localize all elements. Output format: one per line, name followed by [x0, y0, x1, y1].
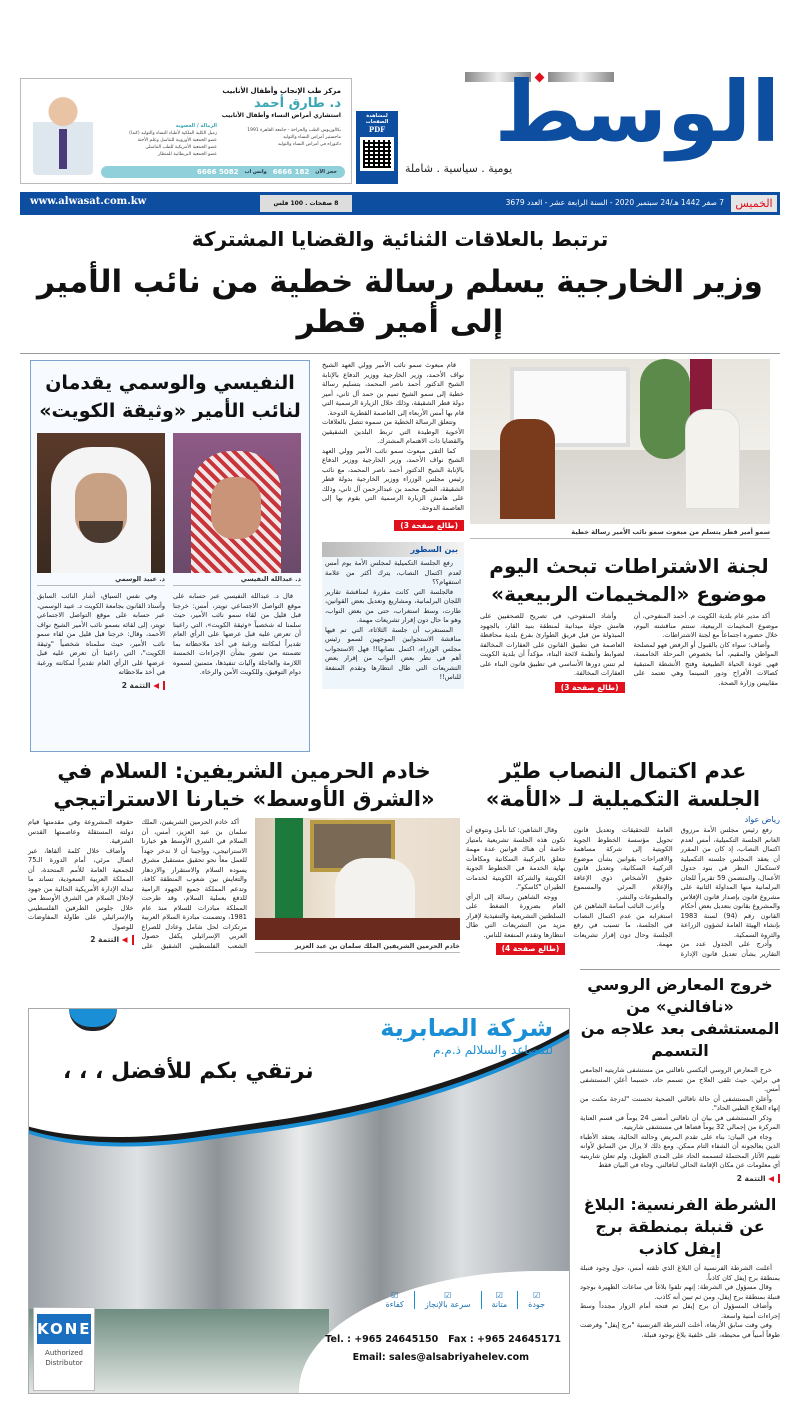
tagline: يومية . سياسية . شاملة	[405, 162, 513, 175]
website-link[interactable]: www.alwasat.com.kw	[30, 196, 147, 207]
camps-text: أكد مدير عام بلدية الكويت م. أحمد المنفوحي، أن موضوع المخيمات الربيعية، ستتم مناقشته اليوم، خلال حضوره اجتماعاً مع لجنة الاشتراطات. وأضاف: سواء كان بالقبول أو الرفض فهو لمصلحة المواطن والمقيم، أما بخصوص المرحلة الخامسة، فهي عودة الحياة الطبيعية وفتح الأنشطة المتبقية كصالات الأفراح ودور السينما وهي تعتمد على مقاييس وزارة الصحة. وأشاد المنفوحي، في تصريح للصحفيين على هامش جولة ميدانية لمنطقة بنيد القار، بالجهود المبذولة من قبل فريق الطوارئ بفرع بلدية محافظة العاصمة في تطبيق القانون على العقارات المخالفة لضوابط وأنظمة لائحة البناء، مؤكداً أن بلدية الكويت لم تنس دورها الأساسي في تطبيق قانون البناء على العقارات المخالفة. (طالع صفحة 3)	[480, 612, 778, 692]
main-headline: وزير الخارجية يسلم رسالة خطية من نائب الأمير إلى أمير قطر	[37, 264, 763, 340]
saudi-text: أكد خادم الحرمين الشريفين، الملك سلمان بن عبد العزيز، أمس، أن السلام في الشرق الأوسط هو خيارنا الاستراتيجي، وواجبنا أن لا ندخر جهداً للعمل معاً نحو تحقيق مستقبل مشرق يسوده السلام والاستقرار والازدهار والتعايش بين شعوب المنطقة كافة، وتدعم المملكة جميع الجهود الرامية للدفع بعملية السلام، وقد طرحت المملكة مبادرات للسلام منذ عام 1981، وتضمنت مبادرة السلام العربية مرتكزات لحل شامل وعادل للصراع العربي الإسرائيلي يكفل حصول الشعب الفلسطيني الشقيق على حقوقه المشروعة وفي مقدمتها قيام دولته المستقلة وعاصمتها القدس الشرقية. وأضاف خلال كلمة ألقاها، عبر اتصال مرئي، أمام الدورة الـ75 للجمعية العامة للأمم المتحدة، أن المملكة العربية السعودية، تساند ما تبذله الإدارة الأمريكية الحالية من جهود لإحلال السلام في الشرق الأوسط من خلال جلوس الطرفين الفلسطيني والإسرائيلي على طاولة المفاوضات للوصول ◀ التتمة 2	[28, 818, 247, 953]
quorum-text: رفع رئيس مجلس الأمة مرزوق الغانم الجلسة التكميلية، أمس لعدم اكتمال النصاب، إذ كان من المقرر أن يعقد المجلس جلسته التكميلية لاستكمال النظر في بنود جدول الأعمال، والمتضمن 59 تقريراً للجان البرلمانية منها المداولة الثانية على مشروع قانون بإصدار قانون الإفلاس والمشروع بقانون بتعديل بعض أحكام القانون رقم (94) لسنة 1983 بإنشاء الهيئة العامة لشؤون الزراعة والثروة السمكية. وأدرج على الجدول عدد من التقارير بشأن تعديل قانون الإدارة العامة للتحقيقات وتعديل قانون تحويل مؤسسة الخطوط الجوية الكويتية إلى شركة مساهمة والاقتراحات بقوانين بشأن موضوع التركيبة السكانية، وتعديل قانون حقوق الأشخاص ذوي الإعاقة والإعلام المرئي والمسموع والمطبوعات والنشر. وأعرب النائب أسامة الشاهين عن استغرابه من عدم اكتمال النصاب في الجلسة، ما تسبب في رفع الجلسة وحال دون إقرار تشريعات مهمة. وقال الشاهين: كنا نأمل ونتوقع أن تكون هذه الجلسة تشريعية بامتياز خاصة أن هناك قوانين عدة مهمة تتعلق بالتركيبة السكانية ومكافآت نهاية الخدمة في الخطوط الجوية الكويتية والشركة الكويتية لخدمات الطيران "كاسكو". ووجه الشاهين رسالة إلى الرأي العام بضرورة الضغط على السلطتين التشريعية والتنفيذية لإقرار مزيد من التشريعات التي طال انتظارها وتقدم المنفعة للناس. (طالع صفحة 4)	[466, 826, 781, 958]
quorum-headline: عدم اكتمال النصاب طيّر الجلسة التكميلية لـ «الأمة»	[485, 759, 761, 811]
between-lines-title: بين السطور	[322, 542, 464, 557]
read-more-link[interactable]: (طالع صفحة 3)	[394, 520, 464, 531]
divider	[20, 353, 780, 354]
kone-note: Authorized Distributor	[45, 1349, 83, 1367]
quorum-story	[466, 757, 780, 959]
ad-company: شركة الصابرية	[380, 1014, 553, 1042]
saudi-continued[interactable]: ◀ التتمة 2	[90, 935, 133, 945]
ad-slogan: نرتقي بكم للأفضل ، ، ،	[63, 1059, 314, 1084]
author: رياض عواد	[744, 815, 780, 824]
lead-story-text: قام مبعوث سمو نائب الأمير وولي العهد الشيخ نواف الأحمد، وزير الخارجية ووزير الدفاع بالإنابة الشيخ الدكتور أحمد ناصر المحمد، بتسليم رسالة خطية إلى سمو الشيخ تميم بن حمد آل ثاني، أمير دولة قطر الشقيقة، وذلك خلال الزيارة الرسمية التي قام بها أمس الأربعاء إلى العاصمة القطرية الدوحة. وتتعلق الرسالة الخطية من سموه تتصل بالعلاقات الأخوية الوطيدة التي تربط البلدين الشقيقين والقضايا ذات الاهتمام المشترك. كما التقى مبعوث سمو نائب الأمير وولي العهد الشيخ نواف الأحمد، وزير الخارجية ووزير الدفاع بالإنابة الشيخ الدكتور أحمد ناصر المحمد، مع نائب رئيس مجلس الوزراء ووزير الخارجية بدولة قطر الشقيقة، الشيخ محمد بن عبدالرحمن آل ثاني، وذلك على هامش الزيارة الرسمية التي يقوم بها إلى العاصمة الدوحة.	[322, 361, 464, 512]
ad-contact: Tel. : +965 24645150 Fax : +965 24645171	[325, 1334, 561, 1345]
king-photo-caption: خادم الحرمين الشريفين الملك سلمان بن عبد العزيز	[255, 940, 460, 953]
nafisi-text: قال د. عبدالله النفيسي عبر حسابه على موقع التواصل الاجتماعي تويتر، أمس: خرجنا قبل قليل من لقاء سمو نائب الأمير، حيث سلمنا له شخصياً «وثيقة الكويت»، التي راعينا أن تعرض عليه قبل عرضها على الرأي العام تقديراً لمكانته ورغبة في أخذ ملاحظاته بما تضمنته من تصور بشأن الإجراءات الخمسة اللازمة والعاجلة وآليات تنفيذها، متمنين لسموه دوام التوفيق، وللكويت الأمن والرخاء.	[173, 592, 301, 676]
date-bar	[20, 192, 780, 215]
qr-code-icon[interactable]	[360, 137, 394, 171]
pages-price: 8 صفحات . 100 فلس	[260, 195, 352, 212]
camps-read-more[interactable]: (طالع صفحة 3)	[555, 682, 625, 694]
ad-specialty: استشاري أمراض النساء وأطفال الأنابيب	[221, 112, 341, 119]
ad-credentials: الزمالة / العضوية زميل الكلية الملكية لأطباء النساء والتوليد (كندا) عضو الجمعية الأوروبية للتناسل وعلم الأجنة عضو الجمعية الأمريكية للطب التناسلي عضو الجمعية البريطانية للمنظار	[129, 123, 217, 157]
logo-text: الوسط	[494, 63, 780, 161]
saudi-story	[28, 757, 460, 953]
saudi-headline: خادم الحرمين الشريفين: السلام في «الشرق الأوسط» خيارنا الاستراتيجي	[53, 759, 435, 811]
pdf-label: لمشاهدة الصفحات	[365, 113, 389, 125]
date-issue: 7 صفر 1442 هـ/24 سبتمبر 2020 - السنة الرابعة عشر - العدد 3679	[505, 198, 724, 207]
camps-story	[480, 552, 778, 693]
between-lines-box: بين السطور رفع الجلسة التكميلية لمجلس الأمة يوم أمس لعدم اكتمال النصاب، يترك أكثر من علامة استفهام؟؟ فالجلسة التي كانت مقررة لمناقشة تقارير اللجان البرلمانية، ومشاريع وتعديل بعض القوانين، طارت، وسط استغراب، حتى من بعض النواب، وهو ما حال دون إقرار تشريعات مهمة. المستغرب أن جلسة الثلاثاء، التي تم فيها مناقشة الاستجوابين الموجهين لسمو رئيس مجلس الوزراء، اكتمل نصابها!! فهل الاستجواب أهم في نظر بعض النواب من إقرار بعض التشريعات التي طال انتظارها وتقدم المنفعة للناس!!	[322, 542, 464, 689]
ad-center-name: مركز طب الإنجاب وأطفال الأنابيب	[222, 87, 341, 95]
kone-badge	[33, 1307, 95, 1391]
ad-phone-bar[interactable]: حجز الآن 182 6666 واتس اب 5082 6666	[101, 166, 345, 178]
kicker-headline: ترتبط بالعلاقات الثنائية والقضايا المشتركة	[191, 227, 609, 251]
nafisi-box	[30, 360, 310, 752]
doctor-photo	[33, 87, 93, 175]
pdf-text: PDF	[368, 125, 386, 134]
day-badge: الخميس	[731, 195, 777, 212]
nafisi-caption: د. عبدالله النفيسي	[173, 573, 301, 586]
lead-photo-caption: سمو أمير قطر يتسلم من مبعوث سمو نائب الأمير رسالة خطية	[470, 526, 770, 539]
quorum-read-more[interactable]: (طالع صفحة 4)	[496, 943, 566, 955]
lead-photo	[470, 359, 770, 524]
newspaper-logo[interactable]	[405, 63, 780, 180]
wasmi-caption: د. عبيد الوسمي	[37, 573, 165, 586]
wasmi-text: وفي نفس السياق، أشار النائب السابق وأستاذ القانون بجامعة الكويت د. عبيد الوسمي، عبر حسابه على موقع التواصل الاجتماعي تويتر، إلى لقائه بسمو نائب الأمير الشيخ نواف الأحمد، وقال: خرجنا قبل قليل من لقاء سمو نائب الأمير، حيث سلمناه شخصياً "وثيقة الكويت"، التي راعينا أن تعرض عليه قبل عرضها على الرأي العام تقديراً لمكانته ورغبة في أخذ ملاحظاته ◀ التتمة 2	[37, 592, 165, 691]
wasmi-photo	[37, 433, 165, 573]
ad-experience: بكالوريوس الطب والجراحة - جامعة القاهرة 1991 ماجستير أمراض النساء والتوليد دكتوراه في أمراض النساء والتوليد	[247, 128, 341, 147]
nafisi-headline: النفيسي والوسمي يقدمان لنائب الأمير «وثيقة الكويت»	[39, 372, 301, 422]
ad-subtitle: للمصاعد والسلالم ذ.م.م	[433, 1043, 553, 1057]
continued-link[interactable]: ◀ التتمة 2	[122, 681, 165, 691]
navalny-continued[interactable]: ◀ التتمة 2	[737, 1174, 780, 1184]
navalny-headline: خروج المعارض الروسي «نافالني» من المستشفى بعد علاجه من التسمم	[580, 975, 780, 1060]
eiffel-text: أعلنت الشرطة الفرنسية أن البلاغ الذي تلقته أمس، حول وجود قنبلة بمنطقة برج إيفل كان كاذباً. وقال مسؤول في الشرطة: إنهم تلقوا بلاغاً في ساعات الظهيرة بوجود قنبلة بمنطقة برج إيفل، ومن ثم تبين أنه كاذب. وأضاف المسؤول أن برج إيفل تم فتحه أمام الزوار مجدداً وسط إجراءات أمنية واسعة. وفي وقت سابق الأربعاء، أخلت الشرطة الفرنسية "برج إيفل" وفرضت طوقاً أمنياً في محيطه، على خلفية بلاغ بوجود قنبلة.	[580, 1264, 780, 1339]
middle-column	[322, 361, 464, 689]
ad-doctor-name: د. طارق أحمد	[254, 96, 341, 111]
header-ad[interactable]	[20, 78, 352, 184]
ad-email[interactable]: Email: sales@alsabriyahelev.com	[352, 1352, 529, 1363]
nafisi-photo	[173, 433, 301, 573]
eiffel-headline: الشرطة الفرنسية: البلاغ عن قنبلة بمنطقة برج إيفل كاذب	[583, 1195, 777, 1258]
navalny-text: خرج المعارض الروسي أليكسي نافالني من مستشفى شاريتيه الجامعي في برلين، حيث تلقى العلاج من تسمم حاد، حسبما أعلن المستشفى أمس. وأعلن المستشفى أن حالة نافالني الصحية تحسنت "لدرجة مكنت من إنهاء العلاج الطبي الحاد". وذكر المستشفى في بيان أن نافالني أمضى 24 يوماً في قسم العناية المركزة من إجمالي 32 يوماً قضاها في مستشفى شاريتيه. وجاء في البيان: بناء على تقدم المريض وحالته الحالية، يعتقد الأطباء الذين يعالجونه أن الشفاء التام ممكن. ومع ذلك لا يزال من السابق لأوانه تقييم الآثار المحتملة لتسممه الحاد على المدى الطويل، ولم تعلن شاريتيه أي معلومات عن مكان الإقامة الحالي لنافالني. وجاء في البيان فقط ◀ التتمة 2	[580, 1066, 780, 1184]
kone-logo: KONE	[37, 1314, 91, 1344]
king-photo	[255, 818, 460, 940]
pdf-qr-box[interactable]	[356, 111, 398, 184]
right-lower-column	[466, 757, 780, 1340]
camps-headline: لجنة الاشتراطات تبحث اليوم موضوع «المخيمات الربيعية»	[489, 554, 769, 606]
ad-features: ☑ جودة ☑ متانة ☑ سرعة بالإنجاز ☑ كفاءة	[376, 1291, 555, 1309]
